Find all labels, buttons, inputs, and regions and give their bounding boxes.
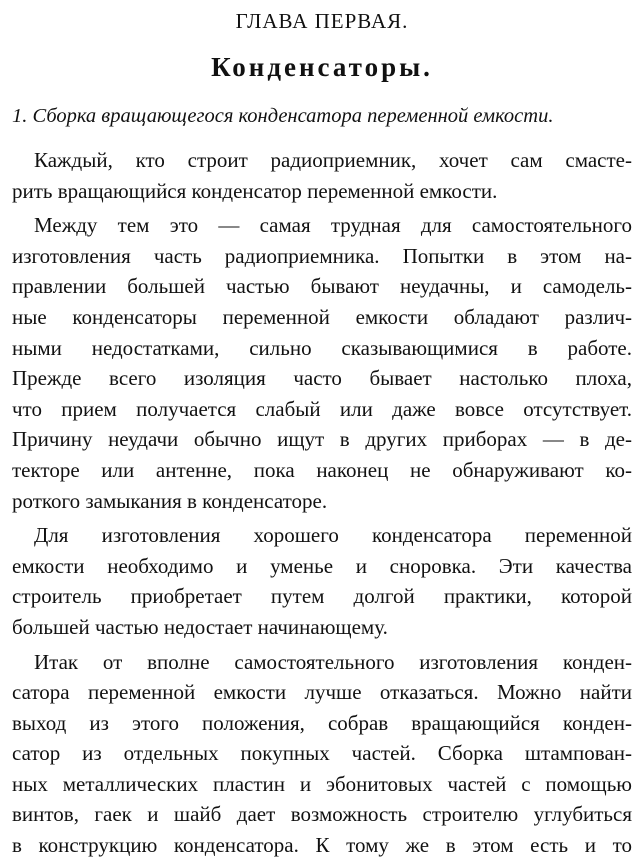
text-line: Между тем это — самая трудная для самостоятельного [34, 213, 632, 238]
text-line: изготовления часть радиоприемника. Попытки в этом на- [12, 243, 632, 268]
text-line: сатор из отдельных покупных частей. Сборка штампован- [12, 741, 632, 766]
text-line: что прием получается слабый или даже вовсе отсутствует. [12, 396, 632, 421]
paragraph [12, 647, 632, 861]
text-line: Итак от вполне самостоятельного изготовления конден- [34, 649, 632, 674]
text-line: ные конденсаторы переменной емкости обладают различ- [12, 304, 632, 329]
paragraph [12, 210, 632, 516]
text-line: роткого замыкания в конденсаторе. [12, 488, 328, 513]
text-line: большей частью недостает начинающему. [12, 614, 388, 639]
paragraph [12, 520, 632, 642]
text-line: в конструкцию конденсатора. К тому же в этом есть и то [12, 833, 632, 858]
text-line: ных металлических пластин и эбонитовых частей с помощью [12, 771, 632, 796]
chapter-title: Конденсаторы. [211, 52, 433, 82]
text-line: Для изготовления хорошего конденсатора переменной [34, 523, 632, 548]
text-line: Причину неудачи обычно ищут в других приборах — в де- [12, 427, 632, 452]
body-text [12, 145, 632, 865]
text-line: текторе или антенне, пока наконец не обнаруживают ко- [12, 457, 632, 482]
text-line: винтов, гаек и шайб дает возможность строителю углубиться [12, 802, 632, 827]
text-line: правлении большей частью бывают неудачны, и самодель- [12, 274, 632, 299]
text-line: рить вращающийся конденсатор переменной емкости. [12, 178, 498, 203]
text-line: Прежде всего изоляция часто бывает настолько плоха, [12, 366, 632, 391]
text-line: строитель приобретает путем долгой практики, которой [12, 584, 632, 609]
text-line: ными недостатками, сильно сказывающимися в работе. [12, 335, 632, 360]
text-line: емкости необходимо и уменье и сноровка. Эти качества [12, 553, 632, 578]
text-line: Каждый, кто строит радиоприемник, хочет сам смасте- [34, 148, 632, 172]
paragraph [12, 145, 632, 206]
text-line: выход из этого положения, собрав вращающийся конден- [12, 710, 632, 735]
chapter-label: ГЛАВА ПЕРВАЯ. [235, 9, 409, 33]
text-line: сатора переменной емкости лучше отказаться. Можно найти [12, 680, 632, 705]
section-title: 1. Сборка вращающегося конденсатора переменной емкости. [12, 105, 554, 127]
